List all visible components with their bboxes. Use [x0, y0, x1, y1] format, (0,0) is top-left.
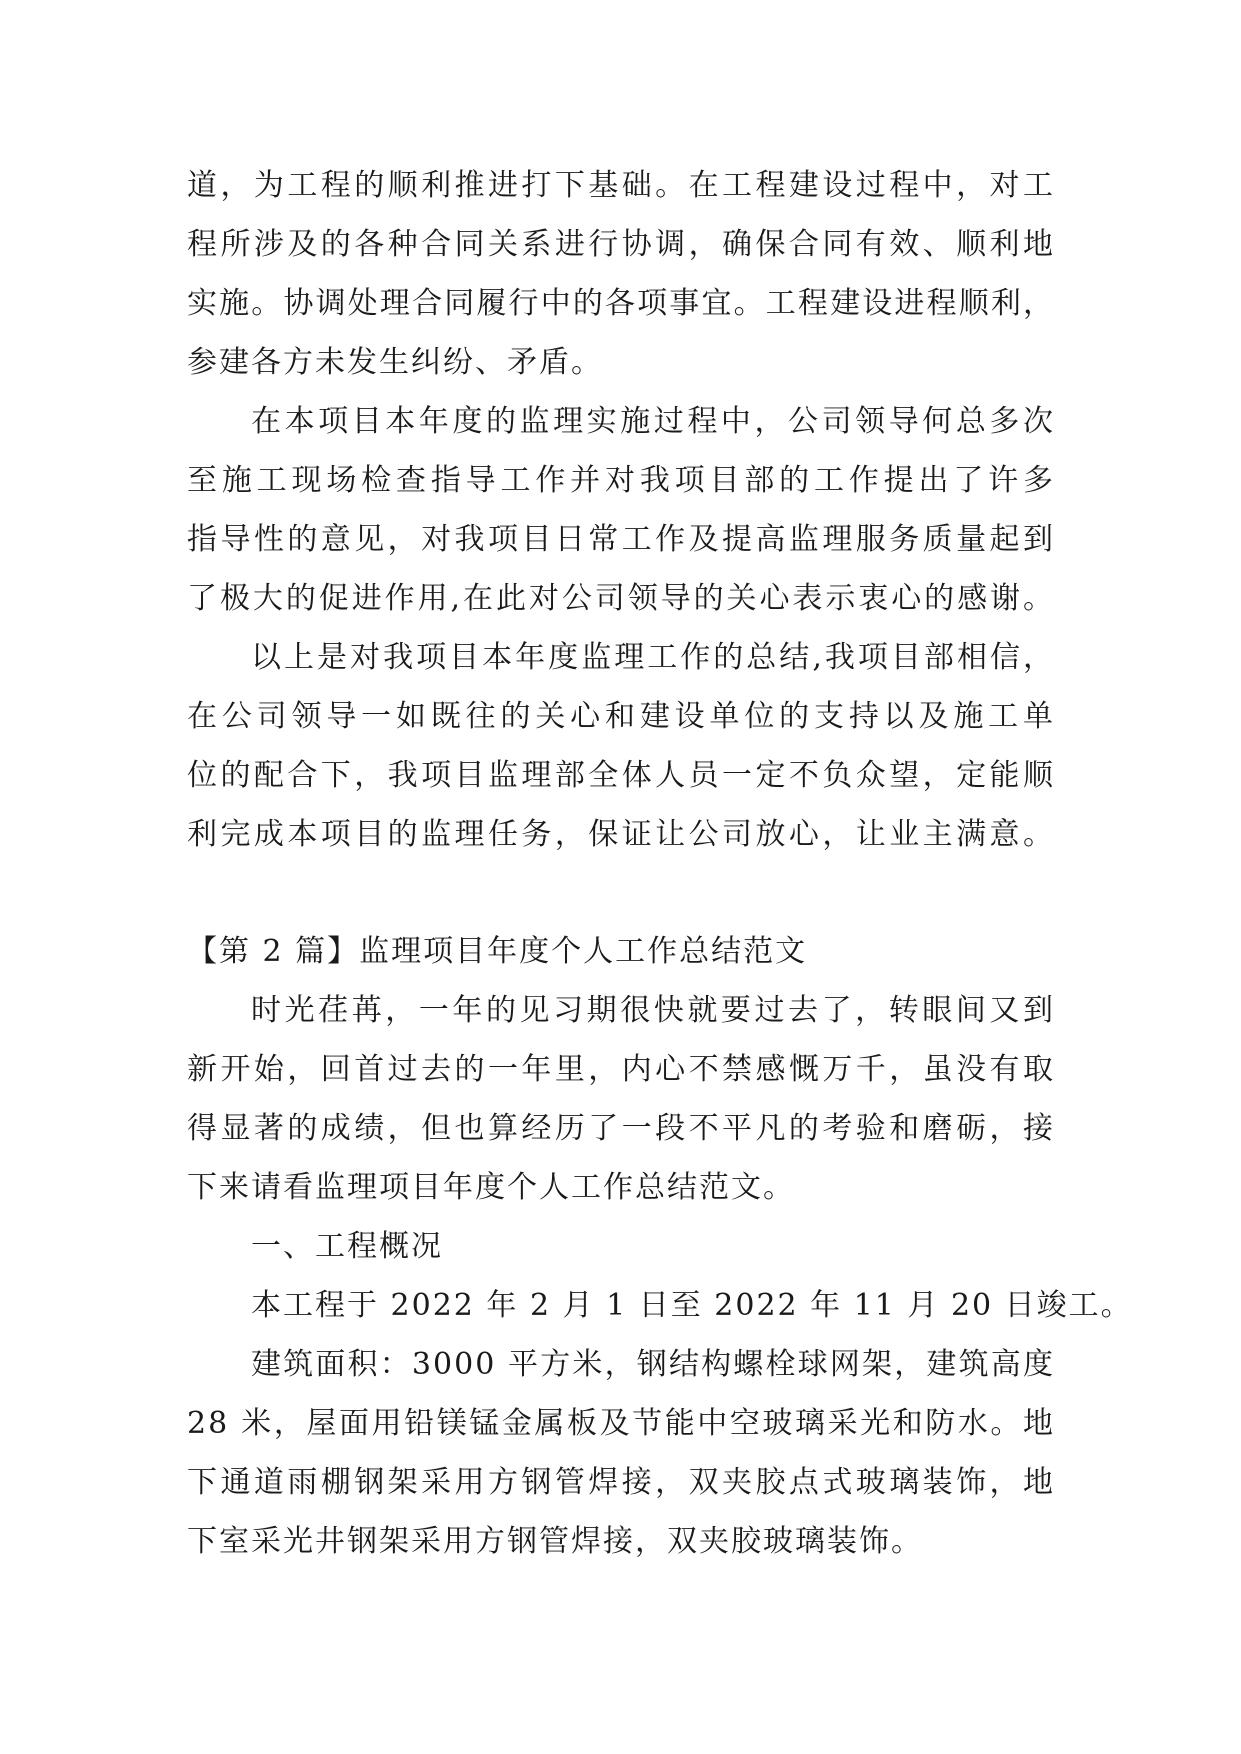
text-line: 在公司领导一如既往的关心和建设单位的支持以及施工单: [187, 699, 1055, 734]
text-line: 在本项目本年度的监理实施过程中，公司领导何总多次: [251, 404, 1055, 439]
text-line: 新开始，回首过去的一年里，内心不禁感慨万千，虽没有取: [187, 1052, 1055, 1087]
text-line: 下室采光井钢架采用方钢管焊接，双夹胶玻璃装饰。: [187, 1524, 923, 1559]
text-line: 得显著的成绩，但也算经历了一段不平凡的考验和磨砺，接: [187, 1111, 1055, 1146]
text-line: 28 米，屋面用铅镁锰金属板及节能中空玻璃采光和防水。地: [187, 1406, 1055, 1441]
text-line: 以上是对我项目本年度监理工作的总结,我项目部相信，: [251, 640, 1055, 675]
paragraph-intro: [187, 981, 1055, 1217]
text-line: 下来请看监理项目年度个人工作总结范文。: [187, 1170, 795, 1205]
document-body: [187, 156, 1133, 1571]
paragraph-contract-coordination: [187, 156, 1055, 392]
text-line: 了极大的促进作用,在此对公司领导的关心表示衷心的感谢。: [187, 581, 1055, 616]
text-line: 时光荏苒，一年的见习期很快就要过去了，转眼间又到: [251, 993, 1055, 1028]
text-line: 利完成本项目的监理任务，保证让公司放心，让业主满意。: [187, 817, 1055, 852]
paragraph-conclusion: [187, 628, 1055, 864]
text-line: 建筑面积：3000 平方米，钢结构螺栓球网架，建筑高度: [251, 1347, 1055, 1382]
text-line: 下通道雨棚钢架采用方钢管焊接，双夹胶点式玻璃装饰，地: [187, 1465, 1055, 1500]
text-line: 实施。协调处理合同履行中的各项事宜。工程建设进程顺利，: [187, 286, 1055, 321]
text-line: 道，为工程的顺利推进打下基础。在工程建设过程中，对工: [187, 168, 1055, 203]
text-line: 参建各方未发生纠纷、矛盾。: [187, 345, 603, 380]
text-line: 位的配合下，我项目监理部全体人员一定不负众望，定能顺: [187, 758, 1055, 793]
paragraph-project-dates: 本工程于 2022 年 2 月 1 日至 2022 年 11 月 20 日竣工。: [251, 1288, 1133, 1323]
text-line: 至施工现场检查指导工作并对我项目部的工作提出了许多: [187, 463, 1055, 498]
paragraph-building-area: [187, 1335, 1055, 1571]
text-line: 程所涉及的各种合同关系进行协调，确保合同有效、顺利地: [187, 227, 1055, 262]
paragraph-leadership-thanks: [187, 392, 1055, 628]
text-line: 指导性的意见，对我项目日常工作及提高监理服务质量起到: [187, 522, 1055, 557]
article-heading: 【第 2 篇】监理项目年度个人工作总结范文: [187, 934, 808, 969]
section-subheading: 一、工程概况: [251, 1229, 443, 1264]
